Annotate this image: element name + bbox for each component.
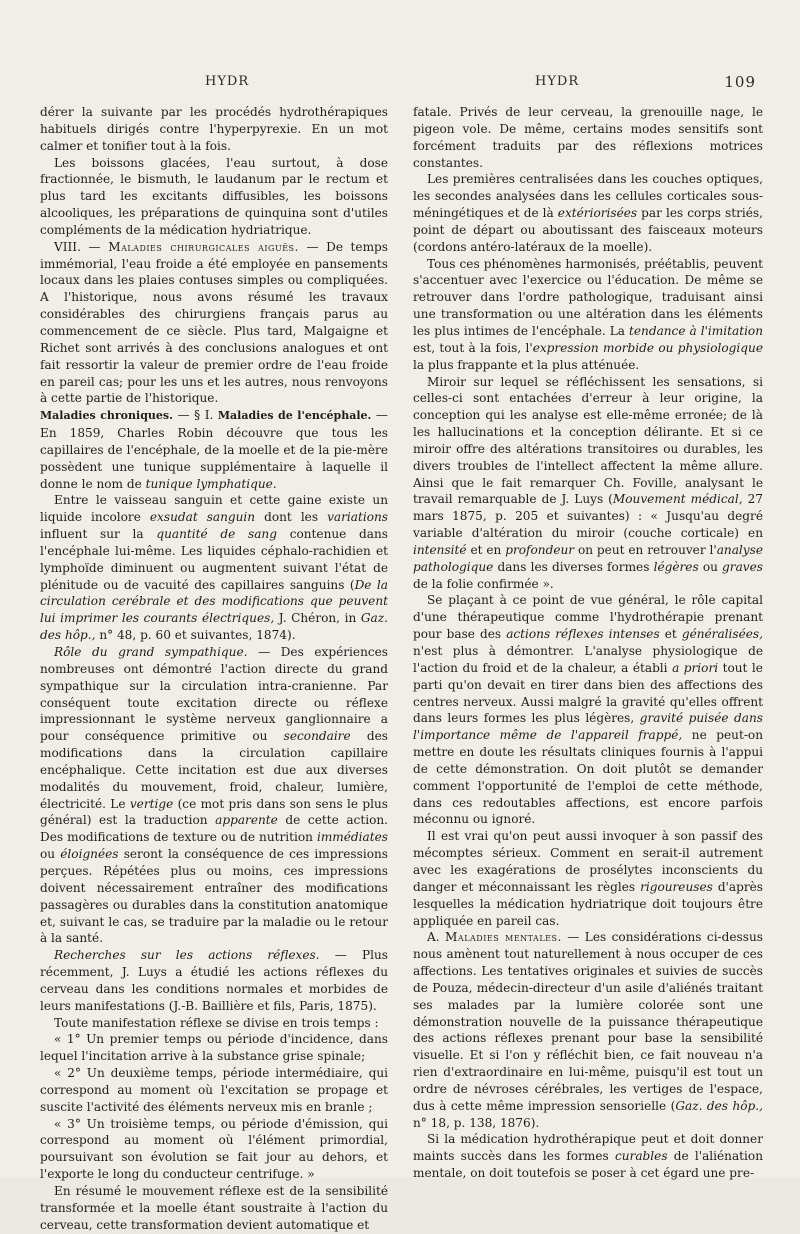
text-run: Il est vrai qu'on peut aussi invoquer à son passif des mécomptes sérieux. Comment en serait-il autrement avec les exagérations de prosélytes inconscients du danger et méconnaissant les règles: [413, 829, 763, 894]
italic-text: exsudat sanguin: [149, 510, 256, 525]
paragraph: [413, 828, 763, 929]
text-run: Tous ces phénomènes harmonisés, préétablis, peuvent s'accentuer avec l'exercice ou l'éducation. De même se retrouver dans l'ordre pathologique, traduisant ainsi une transformation ou une altération dans les éléments les plus intimes de l'encéphale. La: [413, 256, 763, 338]
italic-text: profondeur: [505, 542, 575, 557]
paragraph: [413, 1131, 763, 1182]
paragraph: fatale. Privés de leur cerveau, la grenouille nage, le pigeon vole. De même, certains modes sensitifs sont forcément traduits par des réflexions motrices constantes.: [413, 105, 763, 170]
paragraph: [40, 239, 388, 407]
section-heading: Maladies chirurgicales aiguës.: [108, 239, 299, 254]
text-run: — De temps immémorial, l'eau froide a été employée en pansements locaux dans les plaies contuses simples ou compliquées. A l'historique, nous avons résumé les travaux considérables des chirurgiens français parus au commencement de ce siècle. Plus tard, Malgaigne et Richet sont arrivés à des conclusions analogues et ont fait ressortir la valeur de premier ordre de l'eau froide en pareil cas; pour les uns et les autres, nous renvoyons à cette partie de l'historique.: [40, 239, 388, 406]
italic-text: graves: [722, 559, 763, 574]
italic-text: éloignées: [60, 847, 119, 862]
italic-text: actions réflexes intenses: [506, 627, 660, 642]
text-run: est, tout à la fois, l': [413, 340, 533, 355]
text-run: dont les: [264, 510, 319, 525]
italic-text: Gaz. des hôp.,: [40, 611, 388, 643]
text-run: Si la médication hydrothérapique peut et doit donner maints succès dans les formes: [413, 1132, 763, 1164]
section-heading: Maladies mentales.: [445, 930, 562, 945]
text-run: — Des expériences nombreuses ont démontré l'action directe du grand sympathique sur la circulation intra-cranienne. Par conséquent toute excitation directe ou réflexe impressionnant le système nerveux ganglionnaire a pour conséquence primitive ou: [40, 645, 388, 744]
text-run: n° 18, p. 138, 1876).: [413, 1115, 540, 1130]
italic-text: vertige: [129, 796, 174, 811]
italic-text: tunique lymphatique.: [145, 476, 277, 491]
text-run: Miroir sur lequel se réfléchissent les sensations, si celles-ci sont entachées d'erreur à leur origine, la conception qui les analyse est elle-même erronée; de là les hallucinations et la conception délirante. Et si ce miroir offre des altérations transitoires ou durables, les divers troubles de l'intellect affectent la même allure. Ainsi que le fait remarquer Ch. Foville, analysant le travail remarquable de J. Luys (: [413, 374, 763, 507]
text-run: et: [664, 627, 677, 642]
italic-text: De la circulation cerébrale et des modifications que peuvent lui imprimer les courants électriques,: [40, 577, 388, 626]
italic-text: secondaire: [283, 729, 351, 744]
text-run: n° 48, p. 60 et suivantes, 1874).: [99, 628, 296, 643]
page-number: 109: [724, 73, 756, 91]
text-run: (ce mot pris dans son sens le plus général) est la traduction: [40, 796, 388, 828]
paragraph: « 2° Un deuxième temps, période intermédiaire, qui correspond au moment où l'excitation se propage et suscite l'activité des éléments nerveux mis en branle ;: [40, 1066, 388, 1114]
paragraph: [413, 374, 763, 593]
text-run: et en: [470, 542, 502, 557]
text-run: par les corps striés, point de départ ou aboutissant des faisceaux moteurs (cordons antéro-latéraux de la moelle).: [413, 206, 763, 254]
running-head-right: HYDR: [535, 74, 580, 89]
paragraph: [40, 492, 388, 644]
section-heading: Rôle du grand sympathique.: [54, 645, 248, 659]
text-run: Se plaçant à ce point de vue général, le rôle capital d'une thérapeutique comme l'hydrothérapie prenant pour base des: [413, 593, 763, 642]
paragraph: En résumé le mouvement réflexe est de la sensibilité transformée et la moelle étant soustraite à l'action du cerveau, cette transformation devient automatique et: [40, 1184, 388, 1232]
text-run: d'après lesquelles la médication hydriatrique doit toujours être appliquée en pareil cas.: [413, 879, 763, 928]
section-number: VIII. —: [54, 239, 101, 254]
paragraph: « 1° Un premier temps ou période d'incidence, dans lequel l'incitation arrive à la substance grise spinale;: [40, 1032, 388, 1064]
text-run: — § I.: [177, 408, 214, 423]
italic-text: curables: [615, 1149, 668, 1164]
text-run: de la folie confirmée ».: [413, 576, 554, 591]
text-run: seront la conséquence de ces impressions perçues. Répétées plus ou moins, ces impressions doivent nécessairement entraîner des modifications passagères ou durables dans la constitution anatomique et, suivant le cas, se traduire par la maladie ou le retour à la santé.: [40, 847, 388, 946]
italic-text: a priori: [672, 660, 719, 675]
text-run: n'est plus à démontrer. L'analyse physiologique de l'action du froid et de la chaleur, a établi: [413, 644, 763, 675]
section-heading: Maladies de l'encéphale.: [217, 409, 372, 423]
text-run: — En 1859, Charles Robin découvre que tous les capillaires de l'encéphale, de la moelle et de la pie-mère possèdent une tunique supplémentaire à laquelle il donne le nom de: [40, 408, 388, 491]
text-run: ou: [702, 559, 718, 574]
italic-text: tendance à l'imitation: [629, 323, 764, 338]
paragraph: [40, 644, 388, 947]
section-number: A.: [427, 930, 440, 945]
italic-text: intensité: [413, 542, 467, 557]
paragraph: Les boissons glacées, l'eau surtout, à dose fractionnée, le bismuth, le laudanum par le rectum et plus tard les excitants diffusibles, les boissons alcooliques, les préparations de quinquina sont d'utiles compléments de la médication hydriatrique.: [40, 155, 388, 237]
text-run: tout le parti qu'on devait en tirer dans bien des affections des centres nerveux. Aussi malgré la gravité qu'elles offrent dans leurs formes les plus légères,: [413, 660, 763, 726]
italic-text: analyse pathologique: [413, 542, 763, 574]
text-run: Entre le vaisseau sanguin et cette gaine existe un liquide incolore: [40, 493, 388, 525]
italic-text: variations: [327, 510, 388, 525]
text-run: — Plus récemment, J. Luys a étudié les actions réflexes du cerveau dans les conditions normales et morbides de leurs manifestations (J.-B. Baillière et fils, Paris, 1875).: [40, 948, 388, 1013]
paragraph: [413, 929, 763, 1131]
paragraph: « 3° Un troisième temps, ou période d'émission, qui correspond au moment où l'élément primordial, poursuivant son évolution se fait jour au dehors, et l'exporte le long du conducteur centrifuge. »: [40, 1116, 388, 1182]
italic-text: légères: [653, 559, 699, 574]
paragraph: dérer la suivante par les procédés hydrothérapiques habituels dirigés contre l'hyperpyrexie. En un mot calmer et tonifier tout à la fois.: [40, 105, 388, 153]
paragraph: [40, 407, 388, 492]
text-run: de l'aliénation mentale, on doit toutefois se poser à cet égard une pre-: [413, 1149, 763, 1181]
text-run: ou: [40, 847, 56, 862]
paragraph: Toute manifestation réflexe se divise en trois temps :: [54, 1015, 379, 1030]
italic-text: apparente: [215, 813, 278, 828]
italic-text: expression morbide ou physiologique: [532, 340, 763, 355]
text-run: 27 mars 1875, p. 205 et suivantes) : « Jusqu'au degré variable d'altération du miroir (couche corticale) en: [413, 492, 763, 541]
italic-text: immédiates: [316, 830, 388, 845]
left-column: [40, 104, 388, 1234]
italic-text: quantité de sang: [156, 527, 277, 542]
running-head-left: HYDR: [205, 74, 250, 89]
section-heading: Maladies chroniques.: [40, 409, 173, 423]
right-column: [413, 104, 763, 1182]
text-run: la plus frappante et la plus atténuée.: [413, 357, 640, 372]
section-heading: Recherches sur les actions réflexes.: [54, 948, 320, 963]
text-run: des modifications dans la circulation capillaire encéphalique. Cette incitation est due aux diverses modalités du mouvement, froid, chaleur, lumière, électricité. Le: [40, 729, 388, 811]
text-run: J. Chéron, in: [278, 611, 357, 626]
italic-text: généralisées,: [681, 627, 763, 642]
paragraph: [413, 592, 763, 828]
italic-text: gravité puisée dans l'importance même de l'appareil frappé,: [413, 711, 763, 743]
italic-text: Gaz. des hôp.,: [675, 1098, 763, 1113]
italic-text: extériorisées: [557, 206, 638, 221]
text-run: Les premières centralisées dans les couches optiques, les secondes analysées dans les cellules corticales sous-méningétiques et de là: [413, 172, 763, 221]
text-run: dans les diverses formes: [497, 559, 650, 574]
text-run: ne peut-on mettre en doute les résultats cliniques fournis à l'appui de cette démonstration. On doit plutôt se demander comment l'opportunité de l'emploi de cette méthode, dans ces redoutables affections, est encore parfois méconnu ou ignoré.: [413, 728, 763, 827]
text-run: on peut en retrouver l': [577, 542, 717, 557]
paragraph: [413, 171, 763, 255]
paragraph: [40, 947, 388, 1014]
text-run: contenue dans l'encéphale lui-même. Les liquides céphalo-rachidien et lymphoïde diminuent ou augmentent suivant l'état de plénitude ou de vacuité des capillaires sanguins (: [40, 527, 388, 592]
text-run: de cette action. Des modifications de texture ou de nutrition: [40, 813, 388, 845]
italic-text: Mouvement médical,: [612, 492, 743, 507]
paragraph: [413, 256, 763, 374]
text-run: — Les considérations ci-dessus nous amènent tout naturellement à nous occuper de ces affections. Les tentatives originales et suivies de succès de Pouza, médecin-directeur d'un asile d'aliénés traitant ses malades par la lumière colorée sont une démonstration nouvelle de la puissance thérapeutique des actions réflexes prenant pour base la sensibilité visuelle. Et si l'on y réfléchit bien, ce fait nouveau n'a rien d'extraordinaire en lui-même, puisqu'il est tout un ordre de névroses cérébrales, les vertiges de l'espace, dus à cette même impression sensorielle (: [413, 930, 763, 1113]
text-run: influent sur la: [40, 527, 144, 542]
italic-text: rigoureuses: [640, 879, 713, 894]
